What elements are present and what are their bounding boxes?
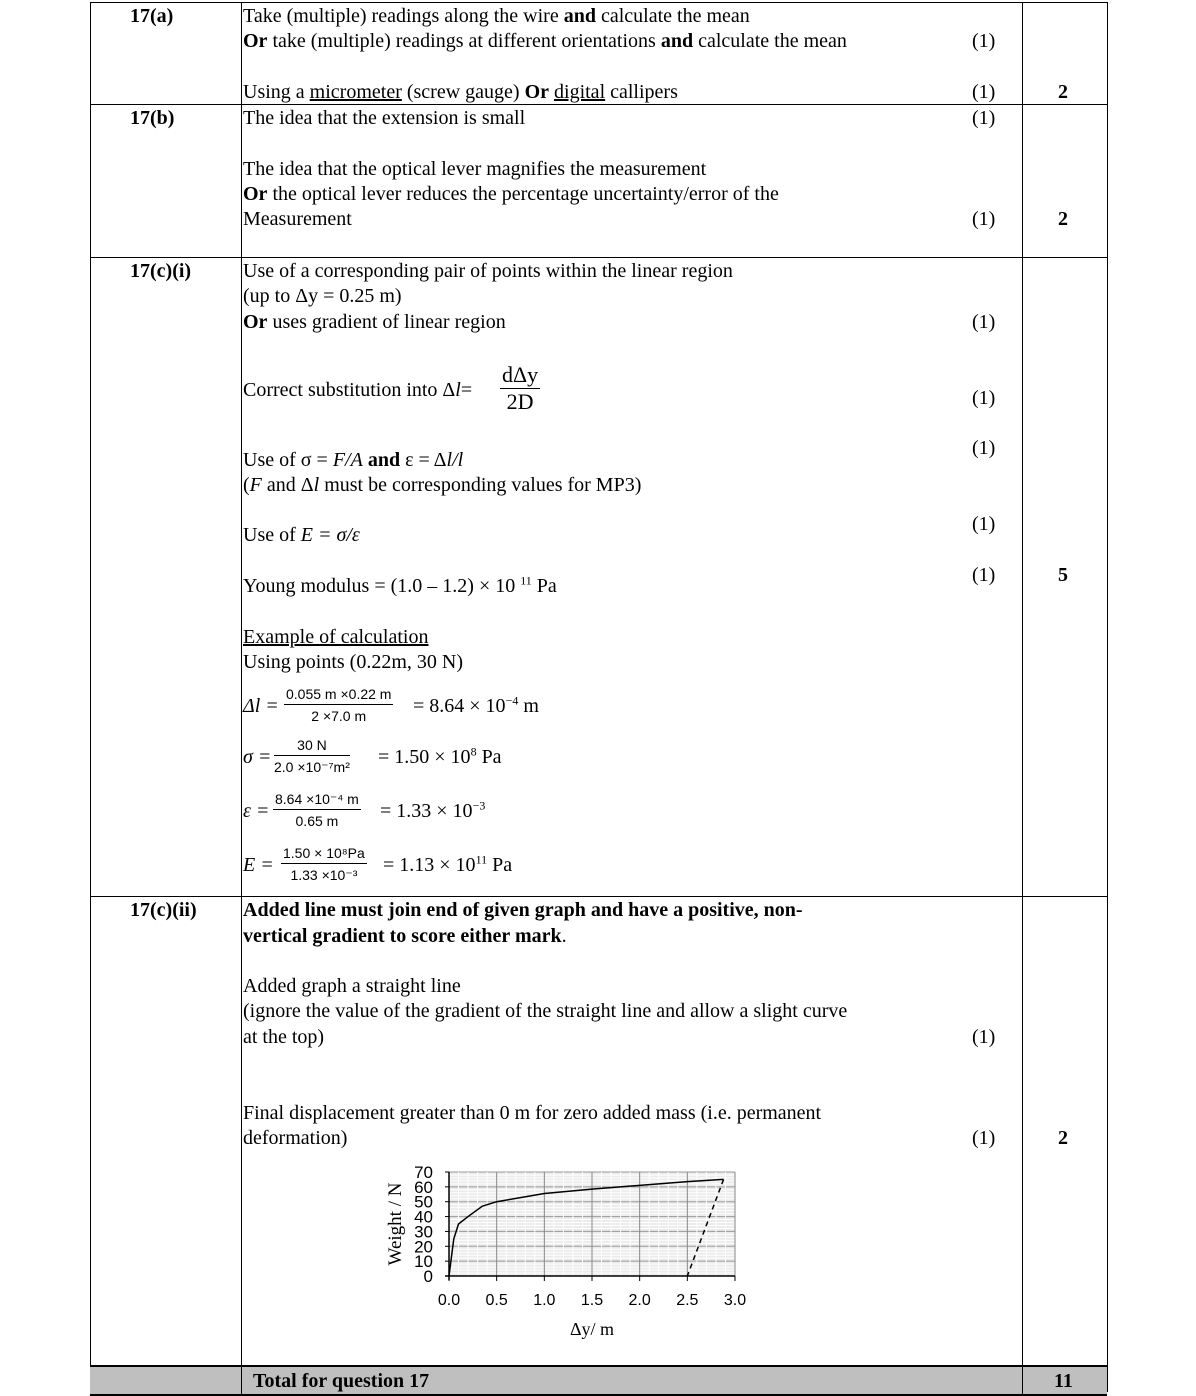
answer-line: The idea that the optical lever magnifies the measurement	[243, 158, 707, 180]
question-label: 17(c)(ii)	[130, 899, 197, 921]
mark: (1)	[972, 564, 996, 586]
formula-fraction: dΔy 2D	[502, 362, 539, 414]
y-axis-label: Weight / N	[385, 1182, 406, 1266]
mark: (1)	[972, 513, 996, 535]
fraction: $\frac{0.055 m \times 0.22 m}{2 \times 7.0 m}$	[286, 686, 392, 724]
answer-line: Correct substitution into Δl=	[243, 379, 473, 401]
answer-line: deformation)	[243, 1127, 348, 1149]
total-label: Total for question 17	[253, 1370, 430, 1392]
y-tick-label: 60	[414, 1177, 433, 1197]
answer-line: Final displacement greater than 0 m for zero added mass (i.e. permanent	[243, 1102, 822, 1124]
x-tick-label: 3.0	[723, 1292, 747, 1309]
total-marks: 2	[1058, 81, 1068, 103]
table-border	[90, 2, 1107, 3]
y-tick-label: 10	[414, 1252, 433, 1272]
x-tick-label: 0.5	[485, 1292, 508, 1309]
x-tick-label: 1.5	[580, 1292, 604, 1309]
answer-line: Young modulus = (1.0 – 1.2) × 10 $^{11}$ Pa	[243, 573, 557, 597]
total-value: 11	[1054, 1370, 1073, 1392]
y-tick-label: 70	[414, 1163, 433, 1182]
row-divider	[90, 104, 1107, 105]
table-border	[1107, 2, 1108, 1392]
fraction: $\frac{\text{8.64 ×10⁻⁴ m}}{0.65 m}$	[275, 791, 359, 829]
answer-line: Measurement	[243, 208, 352, 230]
answer-line: Use of a corresponding pair of points within the linear region	[243, 260, 733, 282]
y-tick-label: 50	[414, 1192, 433, 1212]
answer-line: (up to Δy = 0.25 m)	[243, 285, 402, 307]
y-tick-label: 0	[423, 1267, 433, 1286]
question-label: 17(a)	[130, 5, 174, 27]
question-label: 17(b)	[130, 107, 175, 129]
y-tick-label: 40	[414, 1207, 433, 1227]
y-tick-label: 30	[414, 1222, 433, 1242]
answer-line: Using points (0.22m, 30 N)	[243, 651, 463, 673]
example-heading: Example of calculation	[243, 626, 429, 648]
x-axis-label: Δy/ m	[569, 1319, 615, 1339]
mark: (1)	[972, 1127, 996, 1149]
fraction: $\frac{30 N}{\text{2.0 ×10⁻⁷m²}}$	[274, 737, 350, 775]
total-marks: 2	[1058, 208, 1068, 230]
total-marks: 2	[1058, 1127, 1068, 1149]
mark: (1)	[972, 107, 996, 129]
answer-line: Take (multiple) readings along the wire and calculate the mean	[243, 5, 750, 27]
weight-displacement-graph	[370, 1160, 770, 1350]
x-tick-label: 0.0	[437, 1292, 461, 1309]
question-label: 17(c)(i)	[130, 260, 192, 282]
mark-scheme-page: 17(a) Take (multiple) readings along the wire and calculate the mean Or take (multiple) readings at different orientations and calculate the mean Using a micrometer (screw gauge) Or digital callipers (1) (1) 2 17(b) The idea that the extension is small The idea that the optical lever magnifies the measurement Or the optical lever reduces the percentage uncertainty/error of the Measurement (1) (1) 2 17(c)(i) Use of a corresponding pair of points within the linear region (up to Δy = 0.25 m) Or uses gradient of linear region Correct substitution into Δl= dΔy 2D Use of σ = F/A and ε = Δl/l (F and Δl must be corresponding values for MP3) Use of E = σ/ε Young modulus = (1.0 – 1.2) × 10 $^{11}$ Pa Example of calculation Using points (0.22m, 30 N) Δl = $\frac{0.055 m \times 0.22 m}{2 \times 7.0 m}$ = $8.64 \times 10^{-4}$ m σ = $\frac{30 N}{\text{2.0 ×10⁻⁷m²}}$ = $1.50 \times 10^8$ Pa ε = $\frac{\text{8.64 ×10⁻⁴ m}}{0.65 m}$ = $1.33 \times 10^{-3}$ E = $\frac{\text{1.50 × 10⁸Pa}}{\text{1.33 ×10⁻³}}$ = $1.13 \times 10^{11}$ Pa (1) (1) (1) (1) (1) 5 17(c)(ii) Added line must join end of given graph and have a positive, non- vertical gradient to score either mark. Added graph a straight line (ignore the value of the gradient of the straight line and allow a slight curve at the top) Final displacement greater than 0 m for zero added mass (i.e. permanent deformation) (1) (1) 2 0 10 20 30 40 50 60 70 0.0 0.5 1.0 1.5 2.0 2.5 3.0 Δy/ m Weight / N Total for question 17 11	[0, 0, 1196, 1396]
mark: (1)	[972, 81, 996, 103]
answer-line: Or uses gradient of linear region	[243, 311, 506, 333]
answer-line: Or take (multiple) readings at different orientations and calculate the mean	[243, 30, 847, 52]
total-row	[90, 1365, 1107, 1396]
x-tick-label: 2.0	[628, 1292, 651, 1309]
answer-line: vertical gradient to score either mark.	[243, 925, 567, 947]
table-border	[90, 2, 91, 1392]
mark: (1)	[972, 387, 996, 409]
row-divider	[90, 896, 1107, 897]
answer-line: Or the optical lever reduces the percentage uncertainty/error of the	[243, 183, 779, 205]
mark: (1)	[972, 311, 996, 333]
answer-line: Use of σ = F/A and ε = Δl/l	[243, 449, 464, 471]
row-divider	[90, 257, 1107, 258]
column-divider	[241, 2, 242, 1392]
fraction: $\frac{\text{1.50 × 10⁸Pa}}{\text{1.33 ×10⁻³}}$	[283, 845, 365, 883]
mark: (1)	[972, 208, 996, 230]
answer-line: The idea that the extension is small	[243, 107, 526, 129]
x-tick-label: 2.5	[676, 1292, 699, 1309]
answer-line: at the top)	[243, 1026, 325, 1048]
answer-line: Using a micrometer (screw gauge) Or digital callipers	[243, 81, 678, 103]
mark: (1)	[972, 30, 996, 52]
answer-line: Added graph a straight line	[243, 975, 461, 997]
answer-line: (ignore the value of the gradient of the straight line and allow a slight curve	[243, 1000, 848, 1022]
total-marks: 5	[1058, 564, 1068, 586]
answer-line: Added line must join end of given graph and have a positive, non-	[243, 899, 803, 921]
answer-line: Use of E = σ/ε	[243, 524, 360, 546]
mark: (1)	[972, 1026, 996, 1048]
y-tick-label: 20	[414, 1237, 433, 1257]
x-tick-label: 1.0	[533, 1292, 556, 1309]
column-divider	[1022, 2, 1023, 1392]
mark: (1)	[972, 437, 996, 459]
answer-line: (F and Δl must be corresponding values for MP3)	[243, 474, 642, 496]
